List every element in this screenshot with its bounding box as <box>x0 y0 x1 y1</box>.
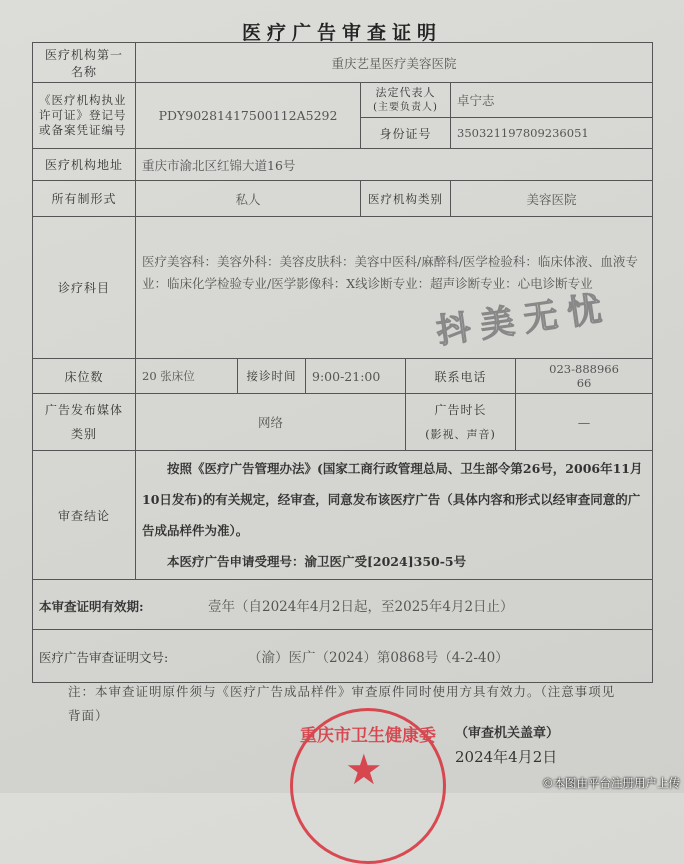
duration-value: — <box>516 394 653 451</box>
seal-text: 重庆市卫生健康委 <box>300 726 436 746</box>
conclusion-label: 审查结论 <box>33 451 136 580</box>
duration-title: 广告时长 <box>434 402 487 417</box>
row-institution-name <box>33 43 653 83</box>
validity-label: 本审查证明有效期: <box>39 598 144 614</box>
category-label: 医疗机构类别 <box>361 181 451 217</box>
certificate-table <box>32 42 653 683</box>
ownership-label: 所有制形式 <box>33 181 136 217</box>
row-ownership <box>33 181 653 217</box>
legal-rep-title: 法定代表人 <box>375 85 436 99</box>
document-title: 医疗广告审查证明 <box>241 22 442 44</box>
license-label: 《医疗机构执业许可证》登记号或备案凭证编号 <box>33 83 136 149</box>
row-validity <box>33 580 653 630</box>
hours-label: 接诊时间 <box>238 359 306 394</box>
upload-caption: ©本图由平台注册用户上传 <box>542 776 680 790</box>
legal-rep-sub: (主要负责人) <box>373 101 438 113</box>
beds-label: 床位数 <box>33 359 136 394</box>
category-value: 美容医院 <box>451 181 653 217</box>
row-address <box>33 149 653 181</box>
legal-rep-label <box>361 83 451 118</box>
name-value: 重庆艺星医疗美容医院 <box>136 43 653 83</box>
star-icon: ★ <box>345 745 383 794</box>
row-beds <box>33 359 653 394</box>
media-value: 网络 <box>136 394 406 451</box>
validity-cell <box>33 580 653 630</box>
watermark: 抖美无忧 <box>434 287 614 353</box>
conclusion-cell <box>136 451 653 580</box>
id-value: 350321197809236051 <box>451 118 653 149</box>
ownership-value: 私人 <box>136 181 361 217</box>
duration-sub: (影视、声音) <box>425 427 496 441</box>
application-number: 本医疗广告申请受理号：渝卫医广受[2024]350-5号 <box>167 554 467 569</box>
row-media <box>33 394 653 451</box>
footnote: 注：本审查证明原件须与《医疗广告成品样件》审查原件同时使用方具有效力。（注意事项见背面） <box>68 684 616 723</box>
media-label: 广告发布媒体类别 <box>33 394 136 451</box>
phone-label: 联系电话 <box>406 359 516 394</box>
row-conclusion <box>33 451 653 580</box>
cert-number-label: 医疗广告审查证明文号: <box>39 650 169 665</box>
address-label: 医疗机构地址 <box>33 149 136 181</box>
departments-label: 诊疗科目 <box>33 217 136 359</box>
hours-value: 9:00-21:00 <box>306 359 406 394</box>
name-label: 医疗机构第一名称 <box>33 43 136 83</box>
departments-value: 医疗美容科：美容外科：美容皮肤科：美容中医科/麻醉科/医学检验科：临床体液、血液专业：临床化学检验专业/医学影像科：X线诊断专业：超声诊断专业：心电诊断专业 <box>142 254 638 291</box>
cert-number-cell <box>33 630 653 683</box>
phone-value: 023-88896666 <box>516 359 653 394</box>
address-value: 重庆市渝北区红锦大道16号 <box>136 149 653 181</box>
row-departments <box>33 217 653 359</box>
duration-label <box>406 394 516 451</box>
row-cert-number <box>33 630 653 683</box>
conclusion-text: 按照《医疗广告管理办法》(国家工商行政管理总局、卫生部令第26号，2006年11月10日发布)的有关规定，经审查，同意发布该医疗广告（具体内容和形式以经审查同意的广告成品样件为准）。 <box>142 461 643 538</box>
seal-label: （审查机关盖章） <box>455 726 560 741</box>
departments-cell <box>136 217 653 359</box>
legal-rep-value: 卓宁志 <box>451 83 653 118</box>
beds-value: 20 张床位 <box>136 359 238 394</box>
row-license <box>33 83 653 118</box>
validity-value: 壹年（自2024年4月2日起，至2025年4月2日止） <box>207 598 514 615</box>
official-seal <box>290 708 446 864</box>
license-value: PDY90281417500112A5292 <box>136 83 361 149</box>
seal-date: 2024年4月2日 <box>455 748 558 766</box>
cert-number-value: （渝）医广（2024）第0868号（4-2-40） <box>247 650 509 666</box>
id-label: 身份证号 <box>361 118 451 149</box>
